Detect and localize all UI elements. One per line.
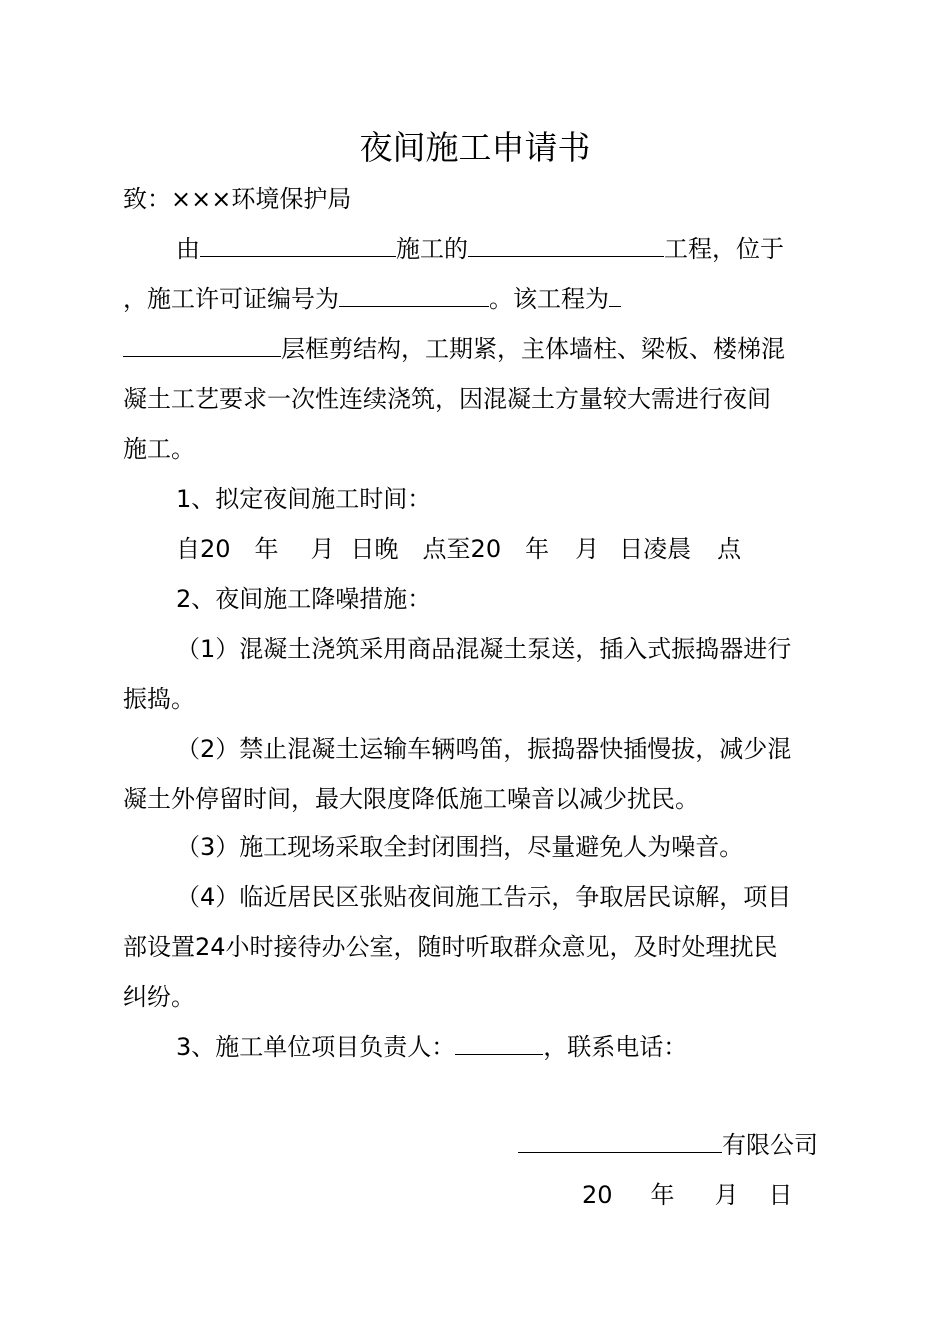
intro-line-2 [123,284,621,314]
measure-2-line-2: 凝土外停留时间，最大限度降低施工噪音以减少扰民。 [123,785,699,813]
date-day-label: 日 [768,1181,793,1209]
item2-heading: 2、夜间施工降噪措施： [176,585,432,613]
intro-text: 由 [176,235,200,263]
measure-1-line-2: 振捣。 [123,685,195,713]
time-line [176,534,741,564]
intro-line-1 [176,234,784,264]
document-title: 夜间施工申请书 [359,128,591,167]
floors-blank [123,334,281,357]
measure-4-line-3: 纠纷。 [123,983,195,1011]
measure-2-line-1: （2）禁止混凝土运输车辆鸣笛，振捣器快插慢拔，减少混 [176,735,792,763]
intro-text: 施工的 [396,235,468,263]
intro-text: 层框剪结构，工期紧，主体墙柱、梁板、楼梯混 [281,335,785,363]
item3-phone-label: ，联系电话： [543,1033,688,1061]
time-year: 年 [254,535,279,563]
time-hour: 点 [717,535,742,563]
signature-company [518,1130,818,1160]
structure-blank-start [609,284,621,307]
item3-line [176,1032,687,1062]
permit-number-blank [339,284,489,307]
intro-text: ，施工许可证编号为 [123,285,339,313]
measure-1-line-1: （1）混凝土浇筑采用商品混凝土泵送，插入式振捣器进行 [176,635,792,663]
date-year: 20 [582,1181,613,1209]
time-month: 月 [575,535,600,563]
intro-line-3 [123,334,785,364]
intro-text: 工程，位于 [664,235,784,263]
time-month: 月 [310,535,335,563]
intro-line-4: 凝土工艺要求一次性连续浇筑，因混凝土方量较大需进行夜间 [123,385,771,413]
addressee: 致：×××环境保护局 [123,185,352,213]
time-from: 自20 [176,535,231,563]
measure-3-line-1: （3）施工现场采取全封闭围挡，尽量避免人为噪音。 [176,833,744,861]
company-name-blank [518,1130,722,1153]
measure-4-line-2: 部设置24小时接待办公室，随时听取群众意见，及时处理扰民 [123,933,778,961]
intro-line-5: 施工。 [123,435,195,463]
date-month-label: 月 [714,1181,739,1209]
item1-heading: 1、拟定夜间施工时间： [176,485,432,513]
manager-blank [455,1032,543,1055]
signature-date [582,1180,793,1210]
measure-4-line-1: （4）临近居民区张贴夜间施工告示，争取居民谅解，项目 [176,883,792,911]
contractor-blank [200,234,396,257]
item3-label: 3、施工单位项目负责人： [176,1033,456,1061]
time-day-morning: 日凌晨 [619,535,692,563]
time-year: 年 [525,535,550,563]
intro-text: 。该工程为 [489,285,609,313]
project-name-blank [468,234,664,257]
time-hour-to: 点至20 [422,535,502,563]
time-day-evening: 日晚 [350,535,399,563]
company-suffix: 有限公司 [722,1131,818,1159]
date-year-label: 年 [650,1181,675,1209]
